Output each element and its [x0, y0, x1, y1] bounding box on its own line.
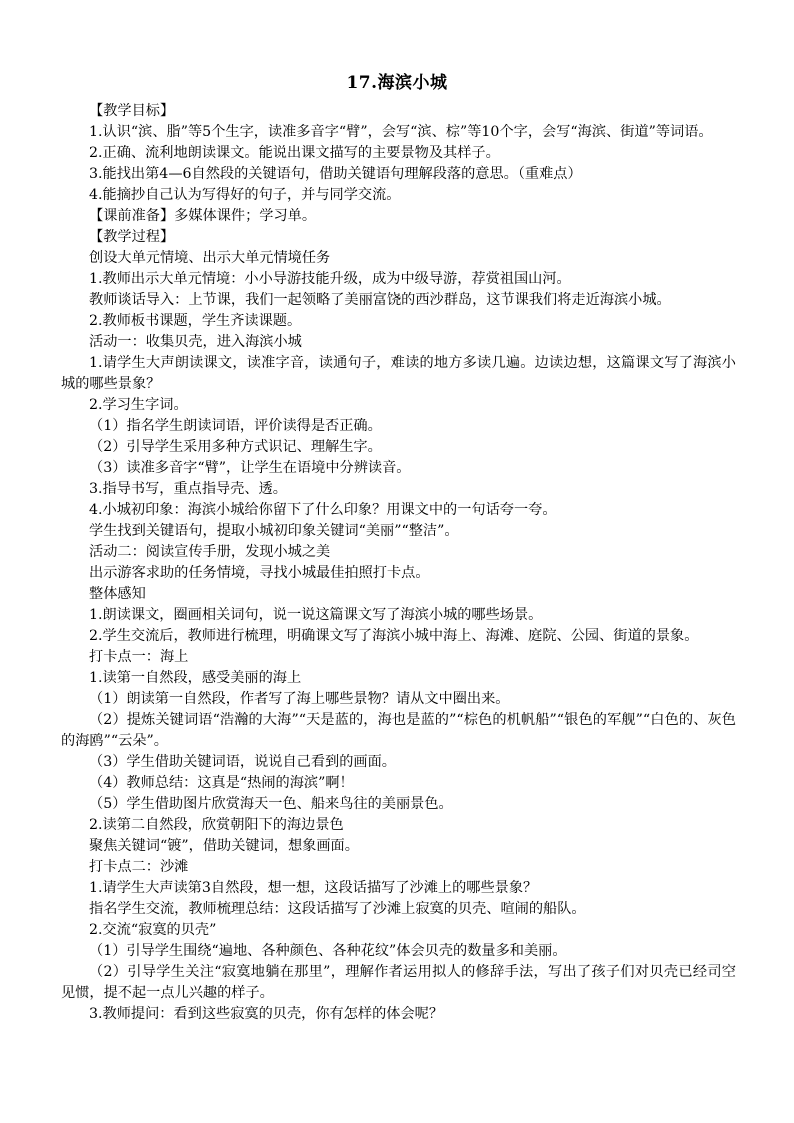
paragraph: 2.交流“寂寞的贝壳”: [89, 922, 217, 938]
paragraph: 2.教师板书课题，学生齐读课题。: [89, 313, 302, 329]
paragraph: 3.指导书写，重点指导壳、透。: [89, 481, 287, 497]
paragraph: 2.正确、流利地朗读课文。能说出课文描写的主要景物及其样子。: [89, 145, 500, 161]
paragraph: （3）读准多音字“臂”，让学生在语境中分辨读音。: [89, 460, 411, 476]
paragraph: （1）引导学生围绕“遍地、各种颜色、各种花纹”体会贝壳的数量多和美丽。: [89, 943, 567, 959]
paragraph: 【教学过程】: [89, 229, 175, 245]
paragraph: 1.朗读课文，圈画相关词句，说一说这篇课文写了海滨小城的哪些场景。: [89, 607, 543, 623]
paragraph: 活动一：收集贝壳，进入海滨小城: [89, 334, 302, 350]
paragraph: 4.能摘抄自己认为写得好的句子，并与同学交流。: [89, 187, 401, 203]
paragraph: （1）指名学生朗读词语，评价读得是否正确。: [89, 418, 382, 434]
paragraph: 4.小城初印象：海滨小城给你留下了什么印象？用课文中的一句话夸一夸。: [89, 502, 557, 518]
paragraph: 1.教师出示大单元情境：小小导游技能升级，成为中级导游，荐赏祖国山河。: [89, 271, 571, 287]
document-body: [61, 101, 736, 1025]
paragraph: 教师谈话导入：上节课，我们一起领略了美丽富饶的西沙群岛，这节课我们将走近海滨小城。: [89, 292, 671, 308]
paragraph: 打卡点一：海上: [89, 649, 189, 665]
paragraph: 【教学目标】: [89, 103, 175, 119]
paragraph: 创设大单元情境、出示大单元情境任务: [89, 250, 331, 266]
paragraph: 出示游客求助的任务情境，寻找小城最佳拍照打卡点。: [89, 565, 430, 581]
paragraph: （3）学生借助关键词语，说说自己看到的画面。: [89, 754, 396, 770]
paragraph: （5）学生借助图片欣赏海天一色、船来鸟往的美丽景色。: [89, 796, 453, 812]
paragraph: 打卡点二：沙滩: [89, 859, 189, 875]
paragraph: 2.读第二自然段，欣赏朝阳下的海边景色: [89, 817, 344, 833]
paragraph: 【课前准备】多媒体课件；学习单。: [89, 208, 317, 224]
paragraph: （4）教师总结：这真是“热闹的海滨”啊！: [89, 775, 354, 791]
paragraph: 活动二：阅读宣传手册，发现小城之美: [89, 544, 331, 560]
paragraph: （2）提炼关键词语“浩瀚的大海”“天是蓝的，海也是蓝的”“棕色的机帆船”“银色的军舰”“白色的、灰色的海鸥”“云朵”。: [61, 712, 736, 749]
paragraph: 2.学生交流后，教师进行梳理，明确课文写了海滨小城中海上、海滩、庭院、公园、街道的景象。: [89, 628, 699, 644]
paragraph: 指名学生交流，教师梳理总结：这段话描写了沙滩上寂寞的贝壳、喧闹的船队。: [89, 901, 586, 917]
paragraph: 1.认识“滨、脂”等5个生字，读准多音字“臂”，会写“滨、棕”等10个字，会写“海滨、街道”等词语。: [89, 124, 713, 140]
paragraph: 3.能找出第4—6自然段的关键语句，借助关键语句理解段落的意思。（重难点）: [89, 166, 582, 182]
paragraph: （2）引导学生采用多种方式识记、理解生字。: [89, 439, 382, 455]
paragraph: （2）引导学生关注“寂寞地躺在那里”，理解作者运用拟人的修辞手法，写出了孩子们对贝壳已经司空见惯，提不起一点儿兴趣的样子。: [61, 964, 736, 1001]
paragraph: 1.请学生大声读第3自然段，想一想，这段话描写了沙滩上的哪些景象？: [89, 880, 538, 896]
document-title: 17.海滨小城: [346, 73, 448, 93]
paragraph: 学生找到关键语句，提取小城初印象关键词“美丽”“整洁”。: [89, 523, 459, 539]
paragraph: 2.学习生字词。: [89, 397, 188, 413]
paragraph: 整体感知: [89, 586, 146, 602]
paragraph: 1.读第一自然段，感受美丽的海上: [89, 670, 302, 686]
paragraph: 1.请学生大声朗读课文，读准字音，读通句子，难读的地方多读几遍。边读边想，这篇课文写了海滨小城的哪些景象？: [61, 355, 736, 392]
paragraph: 聚焦关键词“镀”，借助关键词，想象画面。: [89, 838, 359, 854]
paragraph: （1）朗读第一自然段，作者写了海上哪些景物？请从文中圈出来。: [89, 691, 510, 707]
paragraph: 3.教师提问：看到这些寂寞的贝壳，你有怎样的体会呢？: [89, 1006, 444, 1022]
